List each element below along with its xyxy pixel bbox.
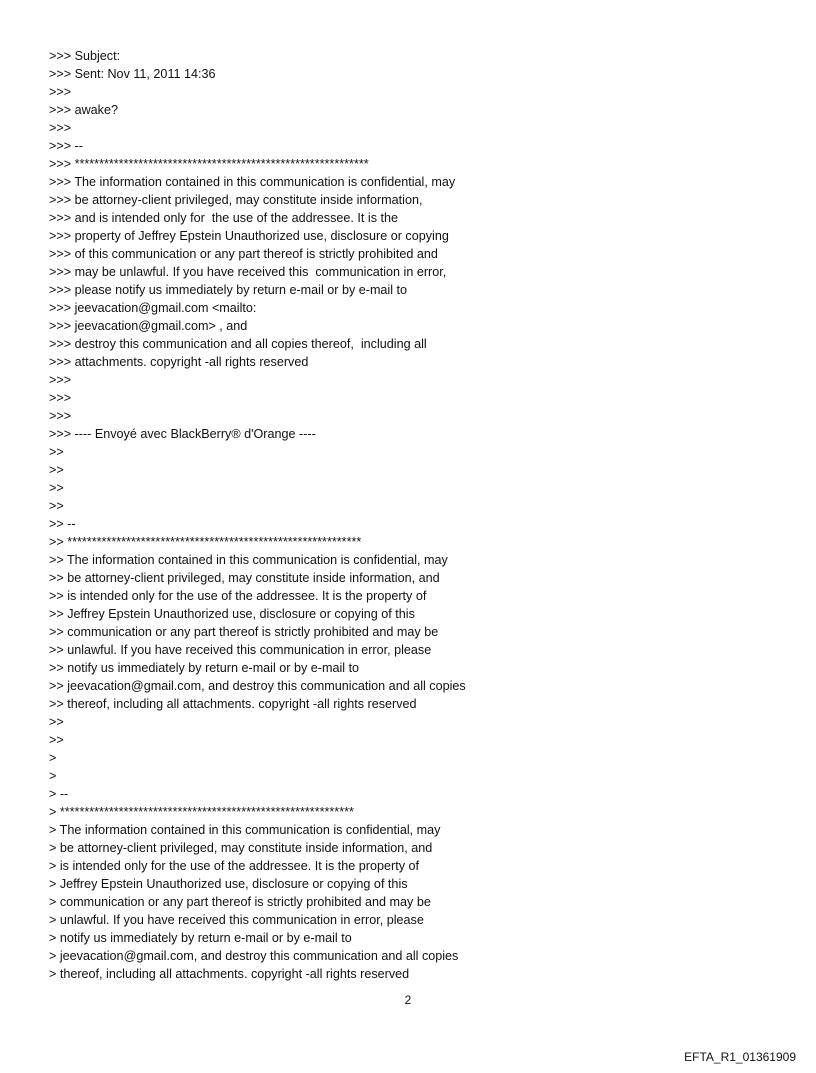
- email-line: >>> attachments. copyright -all rights reserved: [49, 355, 309, 369]
- email-line: >> is intended only for the use of the addressee. It is the property of: [49, 589, 427, 603]
- email-line: >>: [49, 445, 64, 459]
- email-line: >: [49, 769, 57, 783]
- email-line: >>> Subject:: [49, 49, 121, 63]
- email-line: >> be attorney-client privileged, may constitute inside information, and: [49, 571, 440, 585]
- email-line: >> jeevacation@gmail.com, and destroy this communication and all copies: [49, 679, 466, 693]
- email-line: > --: [49, 787, 69, 801]
- email-line: >>> ---- Envoyé avec BlackBerry® d'Orange ----: [49, 427, 316, 441]
- email-line: >>: [49, 715, 64, 729]
- email-line: >>> may be unlawful. If you have received this communication in error,: [49, 265, 447, 279]
- email-line: >> thereof, including all attachments. copyright -all rights reserved: [49, 697, 417, 711]
- email-line: >>> please notify us immediately by return e-mail or by e-mail to: [49, 283, 408, 297]
- email-line: >> ************************************************************: [49, 535, 362, 549]
- email-body: [49, 47, 749, 983]
- email-line: >>> jeevacation@gmail.com> , and: [49, 319, 248, 333]
- email-line: > be attorney-client privileged, may constitute inside information, and: [49, 841, 433, 855]
- email-line: >>> and is intended only for the use of the addressee. It is the: [49, 211, 399, 225]
- email-line: > thereof, including all attachments. copyright -all rights reserved: [49, 967, 410, 981]
- email-line: > Jeffrey Epstein Unauthorized use, disclosure or copying of this: [49, 877, 408, 891]
- email-line: >>> property of Jeffrey Epstein Unauthorized use, disclosure or copying: [49, 229, 449, 243]
- email-line: >>: [49, 499, 64, 513]
- email-line: >>> ************************************************************: [49, 157, 369, 171]
- email-line: >> unlawful. If you have received this communication in error, please: [49, 643, 432, 657]
- email-line: > notify us immediately by return e-mail or by e-mail to: [49, 931, 352, 945]
- email-line: >>> --: [49, 139, 83, 153]
- email-line: > jeevacation@gmail.com, and destroy this communication and all copies: [49, 949, 459, 963]
- email-line: >> --: [49, 517, 76, 531]
- email-line: > unlawful. If you have received this communication in error, please: [49, 913, 424, 927]
- email-line: >>> of this communication or any part thereof is strictly prohibited and: [49, 247, 438, 261]
- email-line: >>> awake?: [49, 103, 118, 117]
- email-line: >> The information contained in this communication is confidential, may: [49, 553, 448, 567]
- email-line: >>: [49, 481, 64, 495]
- email-line: >>>: [49, 121, 72, 135]
- email-line: > ************************************************************: [49, 805, 354, 819]
- email-line: >>> destroy this communication and all copies thereof, including all: [49, 337, 427, 351]
- email-line: >>>: [49, 373, 72, 387]
- email-line: >>: [49, 733, 64, 747]
- email-line: >>> be attorney-client privileged, may constitute inside information,: [49, 193, 423, 207]
- page-number: 2: [404, 993, 412, 1007]
- bates-number: EFTA_R1_01361909: [684, 1050, 796, 1064]
- email-line: >>>: [49, 391, 72, 405]
- email-line: >>>: [49, 85, 72, 99]
- email-line: >> Jeffrey Epstein Unauthorized use, disclosure or copying of this: [49, 607, 415, 621]
- email-line: >> notify us immediately by return e-mail or by e-mail to: [49, 661, 360, 675]
- email-line: >>: [49, 463, 64, 477]
- email-line: > communication or any part thereof is strictly prohibited and may be: [49, 895, 431, 909]
- email-line: >> communication or any part thereof is strictly prohibited and may be: [49, 625, 439, 639]
- email-line: > The information contained in this communication is confidential, may: [49, 823, 441, 837]
- email-line: >>> jeevacation@gmail.com <mailto:: [49, 301, 257, 315]
- email-line: >: [49, 751, 57, 765]
- email-line: >>> The information contained in this communication is confidential, may: [49, 175, 456, 189]
- email-line: >>>: [49, 409, 72, 423]
- email-line: > is intended only for the use of the addressee. It is the property of: [49, 859, 419, 873]
- email-line: >>> Sent: Nov 11, 2011 14:36: [49, 67, 216, 81]
